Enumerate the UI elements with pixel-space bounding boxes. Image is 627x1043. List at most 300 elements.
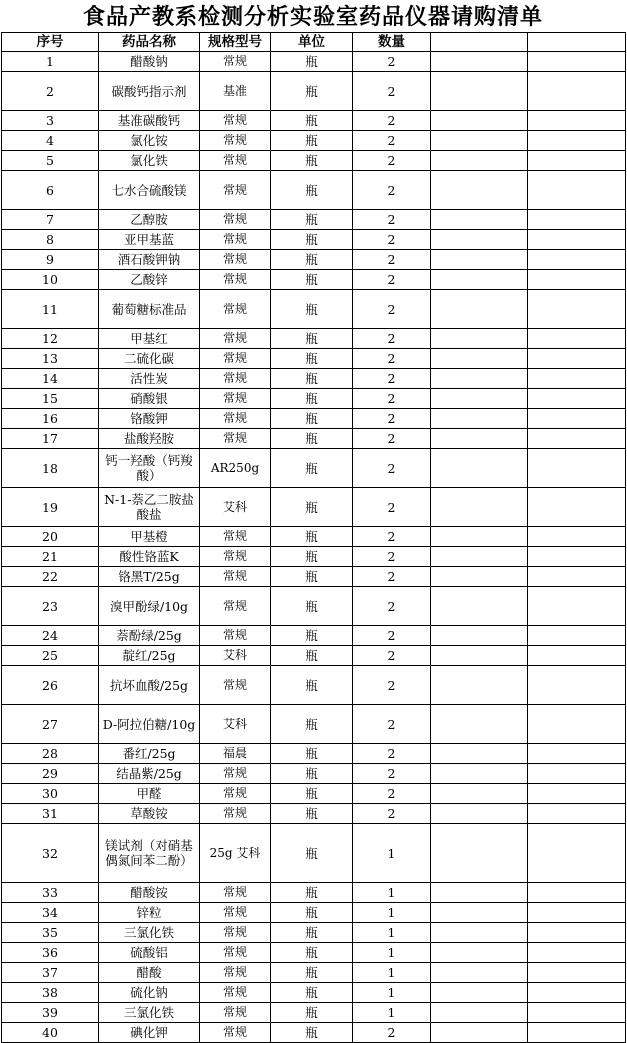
reagent-name-cell[interactable]: 甲基红	[99, 329, 200, 349]
empty-cell[interactable]	[431, 764, 528, 784]
empty-cell[interactable]	[431, 270, 528, 290]
reagent-name-cell[interactable]: 硫酸铝	[99, 943, 200, 963]
empty-cell[interactable]	[528, 983, 626, 1003]
empty-cell[interactable]	[528, 151, 626, 171]
empty-cell[interactable]	[528, 567, 626, 587]
quantity-cell[interactable]: 2	[353, 429, 431, 449]
quantity-cell[interactable]: 2	[353, 349, 431, 369]
table-row	[2, 547, 626, 567]
empty-cell[interactable]	[431, 1023, 528, 1043]
row-number-cell[interactable]: 31	[2, 804, 99, 824]
unit-cell[interactable]: 瓶	[271, 923, 353, 943]
quantity-cell[interactable]: 2	[353, 764, 431, 784]
row-number-cell[interactable]: 6	[2, 171, 99, 210]
empty-cell[interactable]	[528, 449, 626, 488]
empty-cell[interactable]	[431, 963, 528, 983]
table-row	[2, 705, 626, 744]
spec-cell[interactable]: 常规	[200, 943, 271, 963]
unit-cell[interactable]: 瓶	[271, 131, 353, 151]
empty-cell[interactable]	[431, 429, 528, 449]
spec-cell[interactable]: 常规	[200, 210, 271, 230]
row-number-cell[interactable]: 28	[2, 744, 99, 764]
row-number-cell[interactable]: 35	[2, 923, 99, 943]
row-number-cell[interactable]: 18	[2, 449, 99, 488]
quantity-cell[interactable]: 2	[353, 784, 431, 804]
empty-cell[interactable]	[431, 903, 528, 923]
empty-cell[interactable]	[528, 171, 626, 210]
reagent-name-cell[interactable]: 酸性铬蓝K	[99, 547, 200, 567]
unit-cell[interactable]: 瓶	[271, 369, 353, 389]
reagent-name-cell[interactable]: D-阿拉伯糖/10g	[99, 705, 200, 744]
quantity-cell[interactable]: 2	[353, 705, 431, 744]
empty-cell[interactable]	[431, 72, 528, 111]
empty-cell[interactable]	[528, 923, 626, 943]
quantity-cell[interactable]: 2	[353, 329, 431, 349]
quantity-cell[interactable]: 2	[353, 151, 431, 171]
reagent-name-cell[interactable]: 锌粒	[99, 903, 200, 923]
spec-cell[interactable]: 常规	[200, 230, 271, 250]
table-row	[2, 72, 626, 111]
reagent-name-cell[interactable]: 硝酸银	[99, 389, 200, 409]
spec-cell[interactable]: 25g 艾科	[200, 824, 271, 883]
unit-cell[interactable]: 瓶	[271, 72, 353, 111]
row-number-cell[interactable]: 7	[2, 210, 99, 230]
quantity-cell[interactable]: 2	[353, 744, 431, 764]
row-number-cell[interactable]: 22	[2, 567, 99, 587]
row-number-cell[interactable]: 1	[2, 52, 99, 72]
header-spec: 规格型号	[200, 33, 271, 52]
quantity-cell[interactable]: 1	[353, 943, 431, 963]
unit-cell[interactable]: 瓶	[271, 705, 353, 744]
reagent-name-cell[interactable]: 氯化铁	[99, 151, 200, 171]
empty-cell[interactable]	[528, 72, 626, 111]
spec-cell[interactable]: 常规	[200, 131, 271, 151]
quantity-cell[interactable]: 1	[353, 824, 431, 883]
empty-cell[interactable]	[528, 230, 626, 250]
reagent-name-cell[interactable]: 七水合硫酸镁	[99, 171, 200, 210]
row-number-cell[interactable]: 38	[2, 983, 99, 1003]
quantity-cell[interactable]: 2	[353, 666, 431, 705]
spec-cell[interactable]: 常规	[200, 963, 271, 983]
reagent-name-cell[interactable]: 靛红/25g	[99, 646, 200, 666]
row-number-cell[interactable]: 39	[2, 1003, 99, 1023]
spec-cell[interactable]: 基准	[200, 72, 271, 111]
quantity-cell[interactable]: 2	[353, 804, 431, 824]
empty-cell[interactable]	[431, 567, 528, 587]
reagent-name-cell[interactable]: 氯化铵	[99, 131, 200, 151]
quantity-cell[interactable]: 1	[353, 983, 431, 1003]
row-number-cell[interactable]: 3	[2, 111, 99, 131]
unit-cell[interactable]: 瓶	[271, 646, 353, 666]
spec-cell[interactable]: 艾科	[200, 646, 271, 666]
empty-cell[interactable]	[528, 111, 626, 131]
empty-cell[interactable]	[528, 131, 626, 151]
quantity-cell[interactable]: 2	[353, 409, 431, 429]
empty-cell[interactable]	[528, 943, 626, 963]
empty-cell[interactable]	[528, 270, 626, 290]
row-number-cell[interactable]: 12	[2, 329, 99, 349]
row-number-cell[interactable]: 2	[2, 72, 99, 111]
quantity-cell[interactable]: 1	[353, 883, 431, 903]
empty-cell[interactable]	[528, 488, 626, 527]
unit-cell[interactable]: 瓶	[271, 943, 353, 963]
quantity-cell[interactable]: 2	[353, 449, 431, 488]
spec-cell[interactable]: 常规	[200, 429, 271, 449]
reagent-name-cell[interactable]: 结晶紫/25g	[99, 764, 200, 784]
quantity-cell[interactable]: 1	[353, 1003, 431, 1023]
unit-cell[interactable]: 瓶	[271, 290, 353, 329]
empty-cell[interactable]	[528, 369, 626, 389]
empty-cell[interactable]	[528, 646, 626, 666]
quantity-cell[interactable]: 2	[353, 626, 431, 646]
table-row	[2, 1003, 626, 1023]
spec-cell[interactable]: 常规	[200, 527, 271, 547]
empty-cell[interactable]	[528, 527, 626, 547]
empty-cell[interactable]	[528, 744, 626, 764]
empty-cell[interactable]	[431, 290, 528, 329]
purchase-table	[1, 32, 626, 1043]
empty-cell[interactable]	[528, 429, 626, 449]
spec-cell[interactable]: 常规	[200, 547, 271, 567]
unit-cell[interactable]: 瓶	[271, 1023, 353, 1043]
row-number-cell[interactable]: 19	[2, 488, 99, 527]
table-row	[2, 230, 626, 250]
row-number-cell[interactable]: 40	[2, 1023, 99, 1043]
row-number-cell[interactable]: 21	[2, 547, 99, 567]
row-number-cell[interactable]: 26	[2, 666, 99, 705]
spec-cell[interactable]: 常规	[200, 290, 271, 329]
header-row	[2, 33, 626, 52]
quantity-cell[interactable]: 2	[353, 171, 431, 210]
row-number-cell[interactable]: 9	[2, 250, 99, 270]
reagent-name-cell[interactable]: 铬酸钾	[99, 409, 200, 429]
header-no: 序号	[2, 33, 99, 52]
empty-cell[interactable]	[431, 131, 528, 151]
unit-cell[interactable]: 瓶	[271, 250, 353, 270]
row-number-cell[interactable]: 11	[2, 290, 99, 329]
empty-cell[interactable]	[528, 784, 626, 804]
table-row	[2, 151, 626, 171]
unit-cell[interactable]: 瓶	[271, 1003, 353, 1023]
empty-cell[interactable]	[431, 409, 528, 429]
reagent-name-cell[interactable]: 盐酸羟胺	[99, 429, 200, 449]
unit-cell[interactable]: 瓶	[271, 449, 353, 488]
spec-cell[interactable]: 常规	[200, 1003, 271, 1023]
row-number-cell[interactable]: 15	[2, 389, 99, 409]
row-number-cell[interactable]: 8	[2, 230, 99, 250]
empty-cell[interactable]	[528, 764, 626, 784]
row-number-cell[interactable]: 36	[2, 943, 99, 963]
empty-cell[interactable]	[431, 329, 528, 349]
row-number-cell[interactable]: 32	[2, 824, 99, 883]
empty-cell[interactable]	[528, 547, 626, 567]
reagent-name-cell[interactable]: 镁试剂（对硝基偶氮间苯二酚）	[99, 824, 200, 883]
empty-cell[interactable]	[431, 52, 528, 72]
empty-cell[interactable]	[528, 903, 626, 923]
quantity-cell[interactable]: 2	[353, 230, 431, 250]
reagent-name-cell[interactable]: 醋酸铵	[99, 883, 200, 903]
empty-cell[interactable]	[528, 409, 626, 429]
empty-cell[interactable]	[431, 943, 528, 963]
empty-cell[interactable]	[431, 171, 528, 210]
quantity-cell[interactable]: 1	[353, 963, 431, 983]
reagent-name-cell[interactable]: 甲醛	[99, 784, 200, 804]
empty-cell[interactable]	[431, 210, 528, 230]
empty-cell[interactable]	[431, 744, 528, 764]
empty-cell[interactable]	[528, 626, 626, 646]
empty-cell[interactable]	[431, 1003, 528, 1023]
unit-cell[interactable]: 瓶	[271, 547, 353, 567]
table-row	[2, 527, 626, 547]
spec-cell[interactable]: AR250g	[200, 449, 271, 488]
spec-cell[interactable]: 常规	[200, 903, 271, 923]
reagent-name-cell[interactable]: 碳酸钙指示剂	[99, 72, 200, 111]
empty-cell[interactable]	[431, 784, 528, 804]
header-empty	[431, 33, 528, 52]
empty-cell[interactable]	[528, 210, 626, 230]
reagent-name-cell[interactable]: 番红/25g	[99, 744, 200, 764]
reagent-name-cell[interactable]: 活性炭	[99, 369, 200, 389]
reagent-name-cell[interactable]: 草酸铵	[99, 804, 200, 824]
table-row	[2, 131, 626, 151]
spec-cell[interactable]: 艾科	[200, 705, 271, 744]
reagent-name-cell[interactable]: 甲基橙	[99, 527, 200, 547]
row-number-cell[interactable]: 23	[2, 587, 99, 626]
reagent-name-cell[interactable]: 抗坏血酸/25g	[99, 666, 200, 705]
empty-cell[interactable]	[528, 1003, 626, 1023]
spec-cell[interactable]: 艾科	[200, 488, 271, 527]
spec-cell[interactable]: 常规	[200, 171, 271, 210]
empty-cell[interactable]	[431, 250, 528, 270]
empty-cell[interactable]	[431, 349, 528, 369]
empty-cell[interactable]	[528, 349, 626, 369]
empty-cell[interactable]	[528, 963, 626, 983]
spec-cell[interactable]: 常规	[200, 666, 271, 705]
reagent-name-cell[interactable]: 碘化钾	[99, 1023, 200, 1043]
table-row	[2, 983, 626, 1003]
unit-cell[interactable]: 瓶	[271, 151, 353, 171]
spec-cell[interactable]: 常规	[200, 111, 271, 131]
unit-cell[interactable]: 瓶	[271, 329, 353, 349]
reagent-name-cell[interactable]: 醋酸钠	[99, 52, 200, 72]
spec-cell[interactable]: 常规	[200, 409, 271, 429]
spec-cell[interactable]: 常规	[200, 567, 271, 587]
reagent-name-cell[interactable]: 萘酚绿/25g	[99, 626, 200, 646]
unit-cell[interactable]: 瓶	[271, 527, 353, 547]
empty-cell[interactable]	[528, 1023, 626, 1043]
row-number-cell[interactable]: 25	[2, 646, 99, 666]
spec-cell[interactable]: 常规	[200, 784, 271, 804]
unit-cell[interactable]: 瓶	[271, 983, 353, 1003]
quantity-cell[interactable]: 2	[353, 250, 431, 270]
reagent-name-cell[interactable]: 酒石酸钾钠	[99, 250, 200, 270]
empty-cell[interactable]	[431, 547, 528, 567]
spec-cell[interactable]: 常规	[200, 270, 271, 290]
unit-cell[interactable]: 瓶	[271, 784, 353, 804]
quantity-cell[interactable]: 2	[353, 72, 431, 111]
unit-cell[interactable]: 瓶	[271, 764, 353, 784]
spec-cell[interactable]: 福晨	[200, 744, 271, 764]
row-number-cell[interactable]: 13	[2, 349, 99, 369]
spec-cell[interactable]: 常规	[200, 329, 271, 349]
quantity-cell[interactable]: 1	[353, 923, 431, 943]
row-number-cell[interactable]: 4	[2, 131, 99, 151]
unit-cell[interactable]: 瓶	[271, 587, 353, 626]
row-number-cell[interactable]: 5	[2, 151, 99, 171]
row-number-cell[interactable]: 29	[2, 764, 99, 784]
unit-cell[interactable]: 瓶	[271, 666, 353, 705]
empty-cell[interactable]	[528, 705, 626, 744]
reagent-name-cell[interactable]: 三氯化铁	[99, 1003, 200, 1023]
empty-cell[interactable]	[431, 449, 528, 488]
spec-cell[interactable]: 常规	[200, 923, 271, 943]
quantity-cell[interactable]: 2	[353, 567, 431, 587]
quantity-cell[interactable]: 2	[353, 646, 431, 666]
quantity-cell[interactable]: 2	[353, 587, 431, 626]
quantity-cell[interactable]: 2	[353, 1023, 431, 1043]
unit-cell[interactable]: 瓶	[271, 903, 353, 923]
spec-cell[interactable]: 常规	[200, 626, 271, 646]
empty-cell[interactable]	[431, 389, 528, 409]
empty-cell[interactable]	[528, 824, 626, 883]
unit-cell[interactable]: 瓶	[271, 883, 353, 903]
empty-cell[interactable]	[431, 804, 528, 824]
spec-cell[interactable]: 常规	[200, 250, 271, 270]
spreadsheet	[1, 0, 625, 1043]
unit-cell[interactable]: 瓶	[271, 111, 353, 131]
unit-cell[interactable]: 瓶	[271, 389, 353, 409]
empty-cell[interactable]	[431, 587, 528, 626]
reagent-name-cell[interactable]: 醋酸	[99, 963, 200, 983]
empty-cell[interactable]	[431, 111, 528, 131]
empty-cell[interactable]	[528, 52, 626, 72]
reagent-name-cell[interactable]: 三氯化铁	[99, 923, 200, 943]
empty-cell[interactable]	[528, 804, 626, 824]
reagent-name-cell[interactable]: 钙一羟酸（钙羧酸）	[99, 449, 200, 488]
quantity-cell[interactable]: 2	[353, 131, 431, 151]
unit-cell[interactable]: 瓶	[271, 349, 353, 369]
unit-cell[interactable]: 瓶	[271, 429, 353, 449]
row-number-cell[interactable]: 14	[2, 369, 99, 389]
spec-cell[interactable]: 常规	[200, 883, 271, 903]
empty-cell[interactable]	[431, 923, 528, 943]
spec-cell[interactable]: 常规	[200, 983, 271, 1003]
unit-cell[interactable]: 瓶	[271, 210, 353, 230]
empty-cell[interactable]	[431, 666, 528, 705]
empty-cell[interactable]	[528, 883, 626, 903]
quantity-cell[interactable]: 2	[353, 369, 431, 389]
empty-cell[interactable]	[431, 983, 528, 1003]
unit-cell[interactable]: 瓶	[271, 52, 353, 72]
empty-cell[interactable]	[431, 626, 528, 646]
empty-cell[interactable]	[528, 666, 626, 705]
reagent-name-cell[interactable]: 溴甲酚绿/10g	[99, 587, 200, 626]
quantity-cell[interactable]: 2	[353, 527, 431, 547]
empty-cell[interactable]	[528, 290, 626, 329]
empty-cell[interactable]	[431, 646, 528, 666]
quantity-cell[interactable]: 2	[353, 547, 431, 567]
row-number-cell[interactable]: 16	[2, 409, 99, 429]
reagent-name-cell[interactable]: 硫化钠	[99, 983, 200, 1003]
empty-cell[interactable]	[528, 329, 626, 349]
empty-cell[interactable]	[431, 369, 528, 389]
spec-cell[interactable]: 常规	[200, 151, 271, 171]
row-number-cell[interactable]: 30	[2, 784, 99, 804]
reagent-name-cell[interactable]: 二硫化碳	[99, 349, 200, 369]
row-number-cell[interactable]: 33	[2, 883, 99, 903]
table-row	[2, 449, 626, 488]
table-row	[2, 171, 626, 210]
quantity-cell[interactable]: 2	[353, 111, 431, 131]
unit-cell[interactable]: 瓶	[271, 567, 353, 587]
quantity-cell[interactable]: 2	[353, 270, 431, 290]
reagent-name-cell[interactable]: 亚甲基蓝	[99, 230, 200, 250]
quantity-cell[interactable]: 2	[353, 389, 431, 409]
empty-cell[interactable]	[528, 250, 626, 270]
empty-cell[interactable]	[431, 705, 528, 744]
spec-cell[interactable]: 常规	[200, 764, 271, 784]
reagent-name-cell[interactable]: 铬黑T/25g	[99, 567, 200, 587]
row-number-cell[interactable]: 27	[2, 705, 99, 744]
table-row	[2, 52, 626, 72]
unit-cell[interactable]: 瓶	[271, 626, 353, 646]
unit-cell[interactable]: 瓶	[271, 171, 353, 210]
unit-cell[interactable]: 瓶	[271, 270, 353, 290]
unit-cell[interactable]: 瓶	[271, 804, 353, 824]
empty-cell[interactable]	[431, 824, 528, 883]
unit-cell[interactable]: 瓶	[271, 488, 353, 527]
reagent-name-cell[interactable]: 乙酸锌	[99, 270, 200, 290]
quantity-cell[interactable]: 2	[353, 52, 431, 72]
empty-cell[interactable]	[528, 389, 626, 409]
row-number-cell[interactable]: 20	[2, 527, 99, 547]
spec-cell[interactable]: 常规	[200, 52, 271, 72]
empty-cell[interactable]	[431, 527, 528, 547]
reagent-name-cell[interactable]: N-1-萘乙二胺盐酸盐	[99, 488, 200, 527]
quantity-cell[interactable]: 2	[353, 290, 431, 329]
spec-cell[interactable]: 常规	[200, 349, 271, 369]
quantity-cell[interactable]: 1	[353, 903, 431, 923]
empty-cell[interactable]	[431, 230, 528, 250]
unit-cell[interactable]: 瓶	[271, 409, 353, 429]
reagent-name-cell[interactable]: 葡萄糖标准品	[99, 290, 200, 329]
quantity-cell[interactable]: 2	[353, 210, 431, 230]
reagent-name-cell[interactable]: 基准碳酸钙	[99, 111, 200, 131]
quantity-cell[interactable]: 2	[353, 488, 431, 527]
row-number-cell[interactable]: 10	[2, 270, 99, 290]
spec-cell[interactable]: 常规	[200, 587, 271, 626]
unit-cell[interactable]: 瓶	[271, 744, 353, 764]
spec-cell[interactable]: 常规	[200, 389, 271, 409]
reagent-name-cell[interactable]: 乙醇胺	[99, 210, 200, 230]
empty-cell[interactable]	[528, 587, 626, 626]
empty-cell[interactable]	[431, 488, 528, 527]
row-number-cell[interactable]: 17	[2, 429, 99, 449]
row-number-cell[interactable]: 37	[2, 963, 99, 983]
table-row	[2, 943, 626, 963]
unit-cell[interactable]: 瓶	[271, 230, 353, 250]
unit-cell[interactable]: 瓶	[271, 824, 353, 883]
empty-cell[interactable]	[431, 151, 528, 171]
table-row	[2, 923, 626, 943]
empty-cell[interactable]	[431, 883, 528, 903]
row-number-cell[interactable]: 34	[2, 903, 99, 923]
spec-cell[interactable]: 常规	[200, 804, 271, 824]
spec-cell[interactable]: 常规	[200, 1023, 271, 1043]
unit-cell[interactable]: 瓶	[271, 963, 353, 983]
spec-cell[interactable]: 常规	[200, 369, 271, 389]
row-number-cell[interactable]: 24	[2, 626, 99, 646]
